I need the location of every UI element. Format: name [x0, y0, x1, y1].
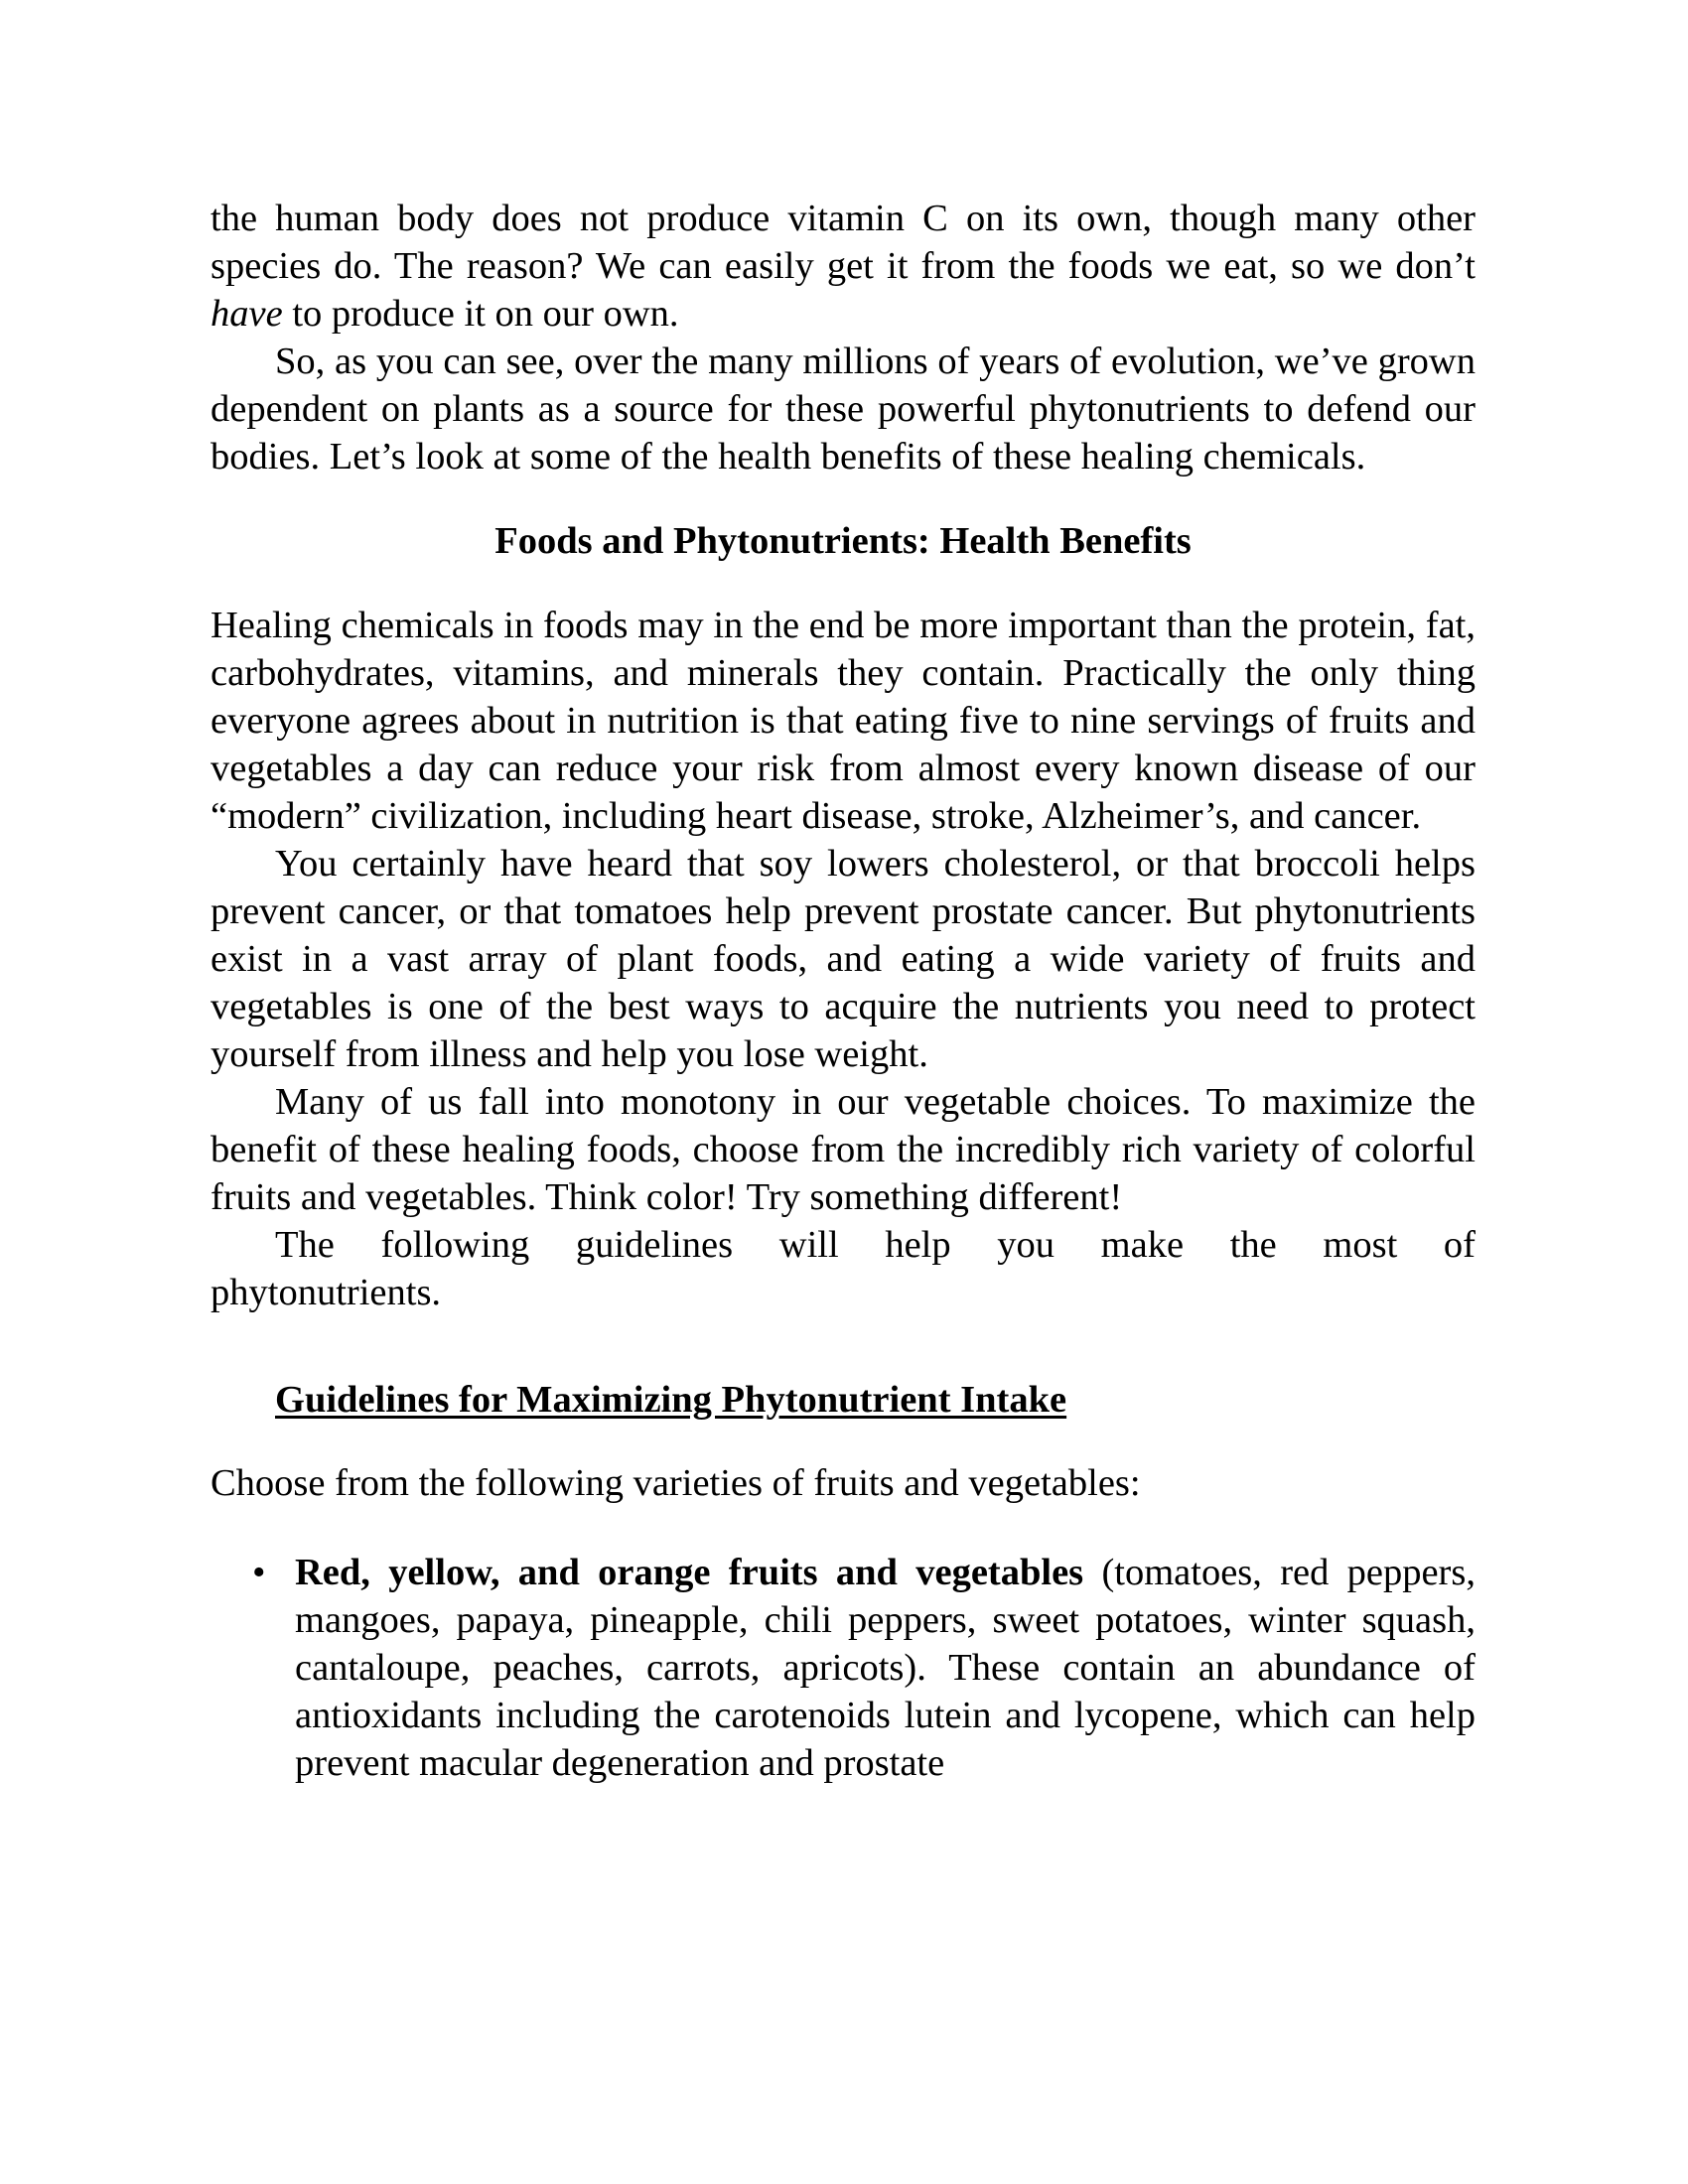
varieties-intro: Choose from the following varieties of fruits and vegetables: — [211, 1462, 1141, 1504]
list-item — [211, 1549, 1476, 1787]
varieties-list — [211, 1549, 1476, 1787]
paragraph-healing-chemicals: Healing chemicals in foods may in the end be more important than the protein, fat, carbohydrates, vitamins, and minerals they contain. Practically the only thing everyone agrees about in nutrition is that eating five to nine servings of fruits and vegetables a day can reduce your risk from almost every known disease of our “modern” civilization, including heart disease, stroke, Alzheimer’s, and cancer. — [211, 605, 1476, 837]
paragraph-guidelines-intro-line1: The following guidelines will help you make the most of — [275, 1224, 1476, 1266]
list-item-heading: Red, yellow, and orange fruits and vegetables — [295, 1552, 1084, 1593]
guidelines-subheading: Guidelines for Maximizing Phytonutrient Intake — [275, 1379, 1067, 1421]
emphasis-text: have — [211, 293, 283, 335]
paragraph-evolution: So, as you can see, over the many millions of years of evolution, we’ve grown dependent on plants as a source for these powerful phytonutrients to defend our bodies. Let’s look at some of the health benefits of these healing chemicals. — [211, 341, 1476, 478]
paragraph-monotony: Many of us fall into monotony in our vegetable choices. To maximize the benefit of these healing foods, choose from the incredibly rich variety of colorful fruits and vegetables. Think color! Try something different! — [211, 1081, 1476, 1218]
document-page — [211, 195, 1476, 1787]
paragraph-guidelines-intro-line2: phytonutrients. — [211, 1272, 442, 1313]
bullet-icon: • — [252, 1552, 266, 1593]
section-heading: Foods and Phytonutrients: Health Benefits — [494, 520, 1192, 562]
paragraph-vitamin-c — [211, 195, 1476, 338]
paragraph-text: to produce it on our own. — [282, 293, 679, 335]
paragraph-soy-broccoli: You certainly have heard that soy lowers cholesterol, or that broccoli helps prevent cancer, or that tomatoes help prevent prostate cancer. But phytonutrients exist in a vast array of plant foods, and eating a wide variety of fruits and vegetables is one of the best ways to acquire the nutrients you need to protect yourself from illness and help you lose weight. — [211, 843, 1476, 1075]
list-item-text: (tomatoes, red peppers, mangoes, papaya, pineapple, chili peppers, sweet potatoes, winter squash, cantaloupe, peaches, carrots, apricots). These contain an abundance of antioxidants including the carotenoids lutein and lycopene, which can help prevent macular degeneration and prostate — [295, 1552, 1476, 1784]
paragraph-text: the human body does not produce vitamin C on its own, though many other species do. The reason? We can easily get it from the foods we eat, so we don’t — [211, 198, 1476, 287]
